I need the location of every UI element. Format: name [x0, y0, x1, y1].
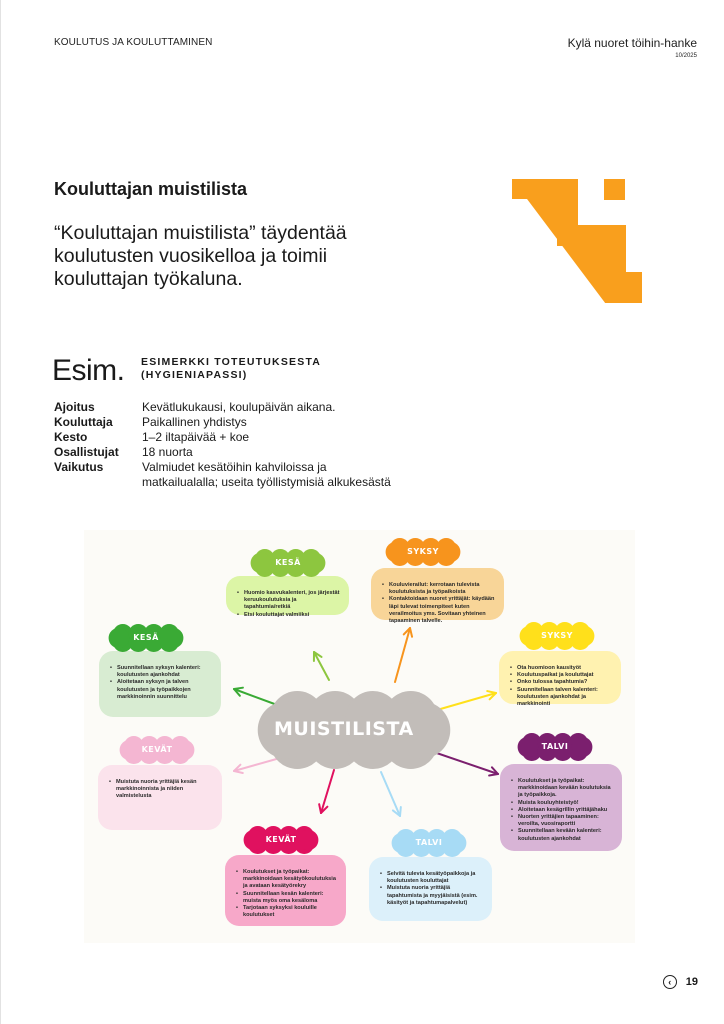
fact-row — [54, 460, 402, 490]
lead-text: “Kouluttajan muistilista” täydentää koulutusten vuosikelloa ja toimii kouluttajan työkaluna. — [54, 222, 347, 290]
card-item: • Muista kouluyhteistyö! — [518, 800, 616, 807]
fact-row — [54, 415, 402, 430]
example-label: Esim. — [52, 354, 125, 387]
page-edge — [0, 0, 1, 1024]
fact-key: Vaikutus — [54, 460, 104, 474]
fact-value: Valmiudet kesätöihin kahviloissa ja matkailualalla; useita työllistymisiä alkukesästä — [142, 460, 391, 489]
example-facts — [54, 400, 402, 490]
card-item: • Aloitetaan kesägrillin yrittäjähaku — [518, 807, 616, 814]
card-item: • Muistuta nuoria yrittäjiä kesän markkinoinnista ja niiden valmistelusta — [116, 779, 216, 801]
pager — [663, 975, 698, 989]
cloud-label-talvi-right: TALVI — [541, 742, 569, 751]
card-item: • Huomio kasvukalenteri, jos järjestät keruukoulutuksia ja tapahtumia/retkiä — [244, 590, 343, 612]
fact-row — [54, 430, 402, 445]
page-number: 19 — [685, 976, 698, 988]
cloud-label-talvi-bottom: TALVI — [415, 838, 443, 847]
card-item: • Muistuta nuoria yrittäjiä tapahtumista ja myyjäisistä (esim. käsityöt ja tapahtumapalvelut) — [387, 885, 486, 907]
fact-key: Ajoitus — [54, 400, 95, 414]
fact-value: Kevätlukukausi, koulupäivän aikana. — [142, 400, 336, 414]
card-item: • Nuorten yrittäjien tapaaminen: veroilta, vuosiraportti — [518, 814, 616, 828]
card-item: • Tarjotaan syksyksi kouluille koulutukset — [243, 905, 340, 919]
fact-value: 1–2 iltapäivää + koe — [142, 430, 250, 444]
cloud-label-kevat-bottom: KEVÄT — [265, 835, 297, 844]
card-item: • Suunnitellaan talven kalenteri: koulutusten ajankohdat ja markkinointi — [517, 687, 615, 709]
card-item: • Onko tulossa tapahtumia? — [517, 679, 615, 686]
card-item: • Etsi kouluttajat valmiiksi — [244, 612, 343, 619]
example-subtitle-line: (HYGIENIAPASSI) — [141, 369, 248, 381]
page-title: Kouluttajan muistilista — [54, 179, 248, 199]
example-subtitle — [141, 356, 321, 382]
card-item: • Suunnitellaan kesän kalenteri: muista myös oma kesäloma — [243, 891, 340, 905]
fact-value: 18 nuorta — [142, 445, 193, 459]
fact-key: Osallistujat — [54, 445, 119, 459]
card-item: • Kouluvierailut: kerrotaan tulevista koulutuksista ja työpaikoista — [389, 582, 498, 596]
card-item: • Suunnitellaan syksyn kalenteri: koulutusten ajankohdat — [117, 665, 215, 679]
cloud-label-syksy-top: SYKSY — [407, 547, 439, 556]
fact-row — [54, 400, 402, 415]
example-subtitle-line: ESIMERKKI TOTEUTUKSESTA — [141, 356, 322, 368]
project-name: Kylä nuoret töihin-hanke — [567, 36, 697, 50]
fact-key: Kesto — [54, 430, 88, 444]
card-item: • Koulutukset ja työpaikat: markkinoidaan kesätyökoulutuksia ja avataan kesätyörekry — [243, 869, 340, 891]
stairs-logo-icon — [512, 179, 642, 303]
card-item: • Ota huomioon kausityöt — [517, 665, 615, 672]
card-item: • Koulutuspaikat ja kouluttajat — [517, 672, 615, 679]
card-item: • Selvitä tulevia kesätyöpaikkoja ja koulutusten kouluttajat — [387, 871, 486, 885]
section-header: KOULUTUS JA KOULUTTAMINEN — [54, 37, 213, 48]
center-label: MUISTILISTA — [274, 718, 414, 740]
checklist-infographic — [84, 530, 635, 943]
fact-row — [54, 445, 402, 460]
project-header — [568, 36, 697, 59]
card-item: • Suunnitellaan kevään kalenteri: koulutusten ajankohdat — [518, 828, 616, 842]
fact-key: Kouluttaja — [54, 415, 113, 429]
cloud-label-syksy-right: SYKSY — [541, 631, 573, 640]
card-item: • Aloitetaan syksyn ja talven koulutusten ja työpaikkojen markkinoinnin suunnittelu — [117, 679, 215, 701]
cloud-label-kevat-left: KEVÄT — [141, 745, 173, 754]
card-item: • Koulutukset ja työpaikat: markkinoidaan kevään koulutuksia ja työpaikkoja. — [518, 778, 616, 800]
chevron-left-circle-icon[interactable]: ‹ — [663, 975, 677, 989]
issue-date: 10/2025 — [675, 53, 697, 59]
card-item: • Kontaktoidaan nuoret yrittäjät: käydään läpi tulevat toimenpiteet kuten verailmoitus yms. Sovitaan yhteinen tapaaminen talvelle. — [389, 596, 498, 625]
fact-value: Paikallinen yhdistys — [142, 415, 247, 429]
cloud-label-kesa-left: KESÄ — [133, 633, 159, 642]
cloud-label-kesa-top: KESÄ — [275, 558, 301, 567]
